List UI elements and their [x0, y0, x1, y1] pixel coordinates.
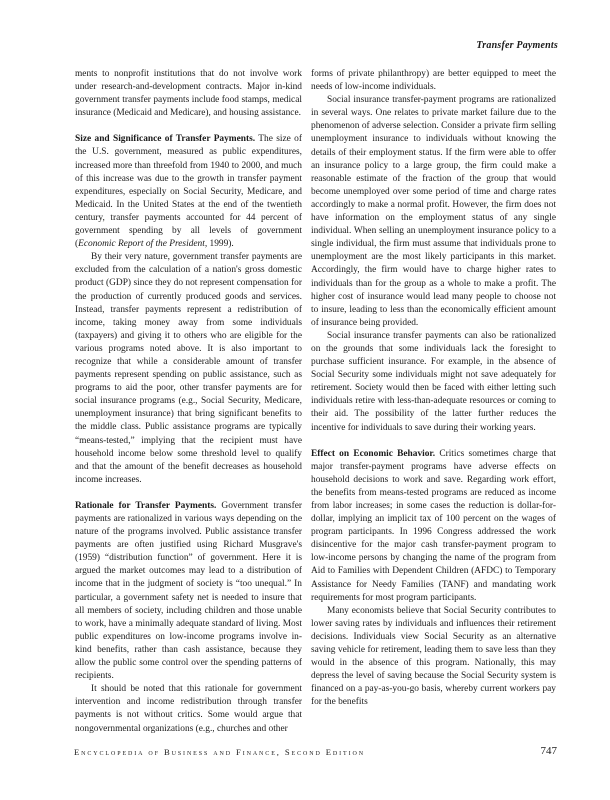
paragraph-text: Government transfer payments are rationalized in various ways depending on the nature of the programs involved. Public assistance transfer payments are often justified using Richard Musgrave's (1959) “distribution function” of government. Here it is argued the market outcomes may lead to a distribution of income that in the judgment of society is “too unequal.” In particular, a government safety net is needed to insure that all members of society, including children and those unable to work, have a minimally adequate standard of living. Most public expenditures on low-income programs involve in-kind benefits, rather than cash assistance, because they allow the public some control over the spending patterns of recipients. — [75, 500, 302, 682]
page-footer — [74, 747, 557, 757]
paragraph: forms of private philanthropy) are better equipped to meet the needs of low-income individuals. — [311, 69, 556, 93]
paragraph-text: The size of the U.S. government, measured as public expenditures, increased more than threefold from 1940 to 2000, and much of this increase was due to the growth in transfer payment expenditures, especially on Social Security, Medicare, and Medicaid. In the United States at the end of the twentieth century, transfer payments accounted for 44 percent of government spending by all levels of government ( — [75, 134, 302, 250]
paragraph: Social insurance transfer payments can also be rationalized on the grounds that some individuals lack the foresight to purchase sufficient insurance. For example, in the absence of Social Security some individuals might not save adequately for retirement. Society would then be faced with either letting such individuals retire with less-than-adequate resources or coming to their aid. The possibility of the latter further reduces the incentive for individuals to save during their working years. — [311, 330, 556, 433]
citation-title: Economic Report of the President, — [78, 239, 208, 250]
page-number: 747 — [540, 745, 557, 757]
paragraph: Social insurance transfer-payment programs are rationalized in several ways. One relates to private market failure due to the phenomenon of adverse selection. Consider a private firm selling unemployment insurance to individuals without knowing the details of their employment status. If the firm were able to offer an insurance policy to a large group, the firm could make a reasonable estimate of the fraction of the group that would become unemployed over some period of time and charge rates accordingly to make a normal profit. However, the firm does not have information on the employment status of any single individual. When selling an unemployment insurance policy to a single individual, the firm must assume that individuals prone to unemployment are the most likely participants in this market. Accordingly, the firm would have to charge higher rates to individuals than for the group as a whole to make a profit. The higher cost of insurance would lead many people to choose not to insure, leading to less than the economically efficient amount of insurance being provided. — [311, 95, 556, 328]
section-heading: Rationale for Transfer Payments. — [75, 500, 217, 511]
paragraph: It should be noted that this rationale for government intervention and income redistribution through transfer payments is not without critics. Some would argue that nongovernmental organizations (e.g., churches and other — [75, 684, 302, 734]
book-title: Encyclopedia of Business and Finance, Second Edition — [74, 747, 365, 757]
section-heading: Size and Significance of Transfer Payments. — [75, 134, 256, 145]
paragraph: Many economists believe that Social Security contributes to lower saving rates by individuals and influences their retirement decisions. Individuals view Social Security as an alternative saving vehicle for retirement, leading them to save less than they would in the absence of this program. Nationally, this may depress the level of saving because the Social Security system is financed on a pay-as-you-go basis, whereby current workers pay for the benefits — [311, 605, 556, 708]
left-column — [75, 68, 302, 736]
paragraph — [75, 500, 302, 683]
paragraph: By their very nature, government transfer payments are excluded from the calculation of a nation's gross domestic product (GDP) since they do not represent compensation for the production of currently produced goods and services. Instead, transfer payments represent a redistribution of income, taking money away from some individuals (taxpayers) and giving it to others who are eligible for the various programs noted above. It is also important to recognize that while a considerable amount of transfer payments represent spending on public assistance, such as programs to aid the poor, other transfer payments are for social insurance programs (e.g., Social Security, Medicare, unemployment insurance) that bring significant benefits to the middle class. Public assistance programs are typically “means-tested,” implying that the recipient must have household income below some threshold level to qualify and that the amount of the benefit decreases as household income increases. — [75, 252, 302, 485]
paragraph-text: Critics sometimes charge that major transfer-payment programs have adverse effects on household decisions to work and save. Regarding work effort, the benefits from means-tested programs are reduced as income from labor increases; in some cases the reduction is dollar-for-dollar, implying an implicit tax of 100 percent on the wages of program participants. In 1996 Congress addressed the work disincentive for the major cash transfer-payment program to low-income persons by changing the name of the program from Aid to Families with Dependent Children (AFDC) to Temporary Assistance for Needy Families (TANF) and mandating work requirements for most program participants. — [311, 448, 557, 603]
paragraph: ments to nonprofit institutions that do not involve work under research-and-development contracts. Major in-kind government transfer payments include food stamps, medical insurance (Medicaid and Medicare), and housing assistance. — [75, 69, 302, 119]
paragraph — [311, 448, 556, 605]
section-heading: Effect on Economic Behavior. — [311, 448, 436, 459]
right-column — [311, 68, 556, 710]
paragraph-text: 1999). — [207, 239, 234, 250]
paragraph — [75, 133, 302, 251]
running-header: Transfer Payments — [476, 40, 558, 51]
